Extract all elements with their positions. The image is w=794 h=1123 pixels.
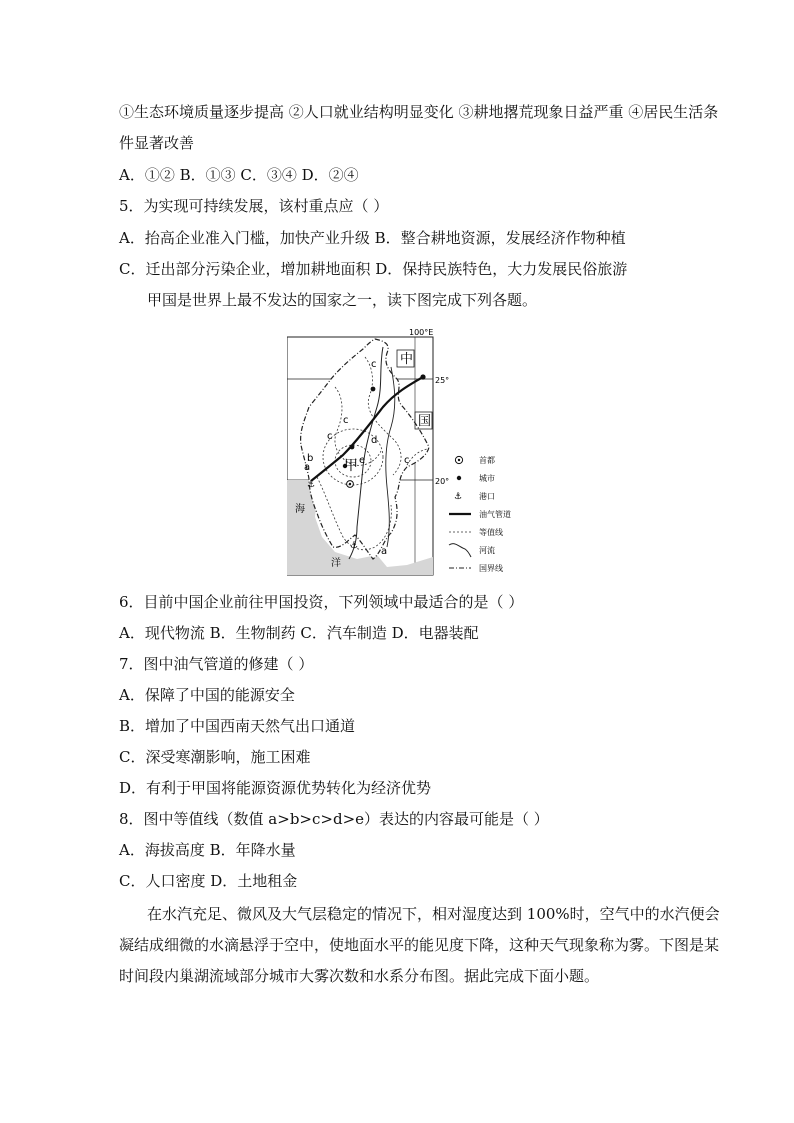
svg-text:d: d: [371, 435, 378, 446]
q5-choices-cd: C．迁出部分污染企业，增加耕地面积 D．保持民族特色，大力发展民俗旅游: [119, 260, 628, 278]
map-figure: [287, 327, 527, 577]
question-7: 7．图中油气管道的修建（ ）: [119, 655, 314, 673]
svg-text:港口: 港口: [479, 492, 495, 501]
q8-choices-ab: A．海拔高度 B．年降水量: [119, 841, 296, 859]
q7-choice-d: D．有利于甲国将能源资源优势转化为经济优势: [119, 779, 432, 797]
label-guo: 国: [418, 414, 432, 429]
fog-paragraph-line-1: 在水汽充足、微风及大气层稳定的情况下，相对湿度达到 100%时，空气中的水汽便会: [147, 905, 720, 923]
svg-text:⚓: ⚓: [307, 480, 316, 490]
answer-choices-4: A．①② B．①③ C．③④ D．②④: [119, 166, 359, 184]
question-6: 6．目前中国企业前往甲国投资，下列领域中最适合的是（ ）: [119, 593, 524, 611]
q7-choice-b: B．增加了中国西南天然气出口通道: [119, 717, 356, 735]
q7-choice-a: A．保障了中国的能源安全: [119, 686, 295, 704]
svg-text:c: c: [404, 455, 410, 466]
fog-paragraph-line-2: 凝结成细微的水滴悬浮于空中，使地面水平的能见度下降，这种天气现象称为雾。下图是某: [119, 936, 720, 954]
q7-choice-c: C．深受寒潮影响，施工困难: [119, 748, 311, 766]
map-svg: [287, 327, 527, 577]
svg-text:b: b: [307, 453, 314, 464]
svg-text:⚓: ⚓: [454, 492, 463, 502]
option-line-cont: 件显著改善: [119, 134, 195, 152]
map-legend: [449, 455, 511, 573]
svg-text:河流: 河流: [479, 546, 495, 555]
question-8: 8．图中等值线（数值 a>b>c>d>e）表达的内容最可能是（ ）: [119, 810, 549, 828]
svg-text:c: c: [371, 359, 377, 370]
svg-text:城市: 城市: [479, 474, 495, 483]
lat-25-label: 25°: [435, 376, 450, 385]
lat-20-label: 20°: [435, 477, 450, 486]
svg-text:国界线: 国界线: [479, 564, 503, 573]
question-5: 5．为实现可持续发展，该村重点应（ ）: [119, 197, 389, 215]
svg-text:c: c: [327, 431, 333, 442]
label-yang: 洋: [331, 558, 341, 569]
q8-choices-cd: C．人口密度 D．土地租金: [119, 872, 298, 890]
svg-text:a: a: [381, 546, 388, 557]
q6-choices: A．现代物流 B．生物制药 C．汽车制造 D．电器装配: [119, 624, 479, 642]
svg-text:首都: 首都: [479, 456, 495, 465]
svg-text:e: e: [359, 455, 366, 466]
svg-text:c: c: [343, 415, 349, 426]
svg-text:⚓: ⚓: [350, 541, 359, 551]
option-line: ①生态环境质量逐步提高 ②人口就业结构明显变化 ③耕地撂荒现象日益严重 ④居民生活条: [119, 103, 719, 121]
svg-text:a: a: [304, 462, 311, 473]
q5-choices-ab: A．抬高企业准入门槛，加快产业升级 B．整合耕地资源，发展经济作物种植: [119, 229, 626, 247]
label-zhong: 中: [400, 352, 414, 367]
label-jia: 甲: [344, 458, 358, 474]
label-hai: 海: [295, 504, 305, 515]
svg-text:等值线: 等值线: [479, 528, 503, 537]
svg-text:油气管道: 油气管道: [479, 510, 511, 519]
map-intro: 甲国是世界上最不发达的国家之一，读下图完成下列各题。: [147, 291, 538, 309]
fog-paragraph-line-3: 时间段内巢湖流域部分城市大雾次数和水系分布图。据此完成下面小题。: [119, 967, 600, 985]
longitude-label: 100°E: [409, 328, 434, 337]
